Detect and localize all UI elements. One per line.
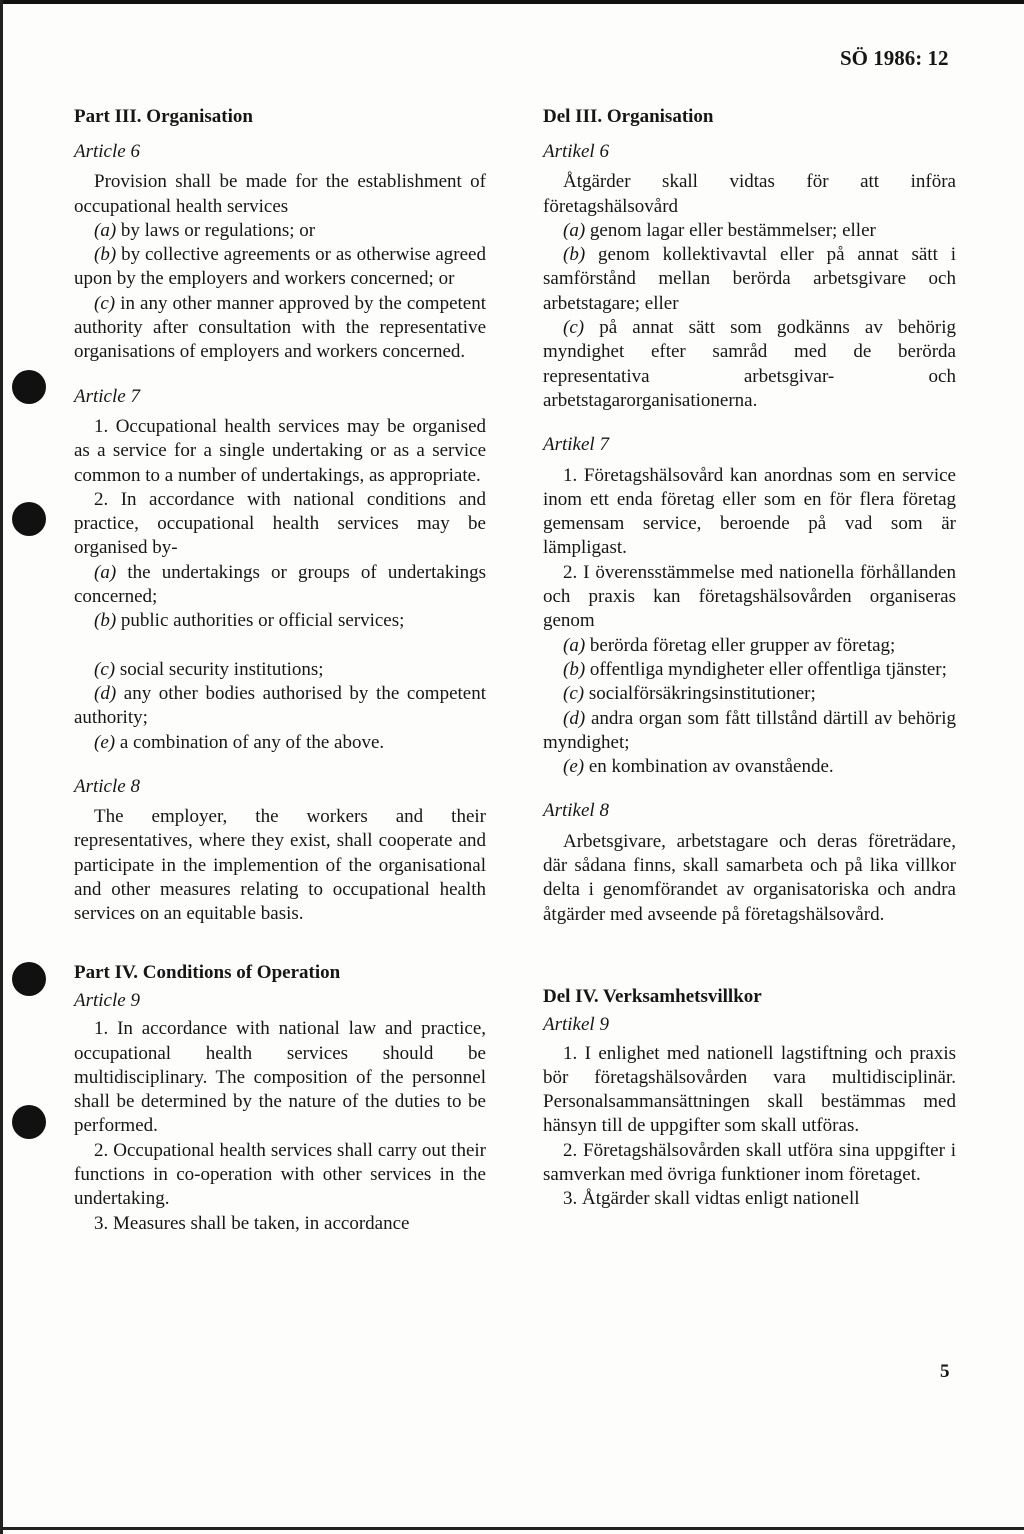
punch-hole <box>12 962 46 996</box>
paragraph: 2. Occupational health services shall carry out their functions in co-operation with other services in the undertaking. <box>74 1139 486 1210</box>
item-text: social security institutions; <box>119 658 324 680</box>
item-text: by laws or regulations; or <box>120 219 316 241</box>
list-item <box>543 316 956 413</box>
item-text: the undertakings or groups of undertakings concerned; <box>74 561 486 608</box>
list-item <box>74 658 486 682</box>
scan-edge-top <box>0 0 1024 4</box>
paragraph: Provision shall be made for the establishment of occupational health services <box>74 171 486 217</box>
article-heading: Article 9 <box>74 989 140 1011</box>
list-item <box>543 707 956 756</box>
item-text: any other bodies authorised by the competent authority; <box>74 682 486 729</box>
item-label: (e) <box>94 731 116 753</box>
list-item <box>543 682 956 706</box>
item-text: en kombination av ovanstående. <box>588 756 834 778</box>
paragraph: 1. Företagshälsovård kan anordnas som en service inom ett enda företag eller som en för flera företag gemensam service, beroende på vad som är lämpligast. <box>543 464 956 559</box>
paragraph: 1. I enlighet med nationell lagstiftning och praxis bör företagshälsovården vara multidisciplinär. Personalsammansättningen skall bestämmas med hänsyn till de uppgifter som skall utföras. <box>543 1042 956 1137</box>
english-column <box>74 105 486 1236</box>
item-label: (c) <box>94 292 116 314</box>
item-text: in any other manner approved by the competent authority after consultation with the representative organisations of employers and workers concerned. <box>74 292 487 363</box>
page-number: 5 <box>940 1361 950 1382</box>
part-heading: Part III. Organisation <box>74 106 253 127</box>
item-text: by collective agreements or as otherwise agreed upon by the employers and workers concerned; or <box>74 244 486 290</box>
part-heading: Del IV. Verksamhetsvillkor <box>543 985 762 1007</box>
paragraph: 2. I överensstämmelse med nationella förhållanden och praxis kan företagshälsovården organiseras genom <box>543 561 956 632</box>
scan-edge-bottom <box>0 1527 1024 1530</box>
list-item <box>74 609 486 633</box>
list-item <box>543 634 956 658</box>
article-heading: Artikel 6 <box>543 141 609 162</box>
list-item <box>74 682 486 731</box>
item-label: (a) <box>94 219 117 241</box>
list-item <box>74 243 486 292</box>
item-label: (a) <box>94 561 117 583</box>
paragraph: 1. In accordance with national law and practice, occupational health services should be multidisciplinary. The composition of the personnel shall be determined by the nature of the duties to be performed. <box>74 1018 486 1137</box>
article-heading: Artikel 9 <box>543 1014 609 1036</box>
item-label: (c) <box>563 317 585 339</box>
item-text: genom kollektivavtal eller på annat sätt i samförstånd mellan berörda arbetsgivare och arbetstagare; eller <box>543 244 957 314</box>
punch-hole <box>12 1105 46 1139</box>
article-heading: Artikel 7 <box>543 434 609 456</box>
item-text: socialförsäkringsinstitutioner; <box>588 683 816 705</box>
item-text: genom lagar eller bestämmelser; eller <box>589 219 876 241</box>
item-label: (b) <box>563 658 586 680</box>
scan-edge-left <box>0 0 3 1534</box>
punch-hole <box>12 370 46 404</box>
item-label: (a) <box>563 219 586 241</box>
paragraph: 2. Företagshälsovården skall utföra sina uppgifter i samverkan med övriga funktioner inom företaget. <box>543 1139 956 1185</box>
paragraph: 3. Åtgärder skall vidtas enligt nationell <box>563 1188 860 1210</box>
paragraph: 2. In accordance with national conditions and practice, occupational health services may be organised by- <box>74 488 486 559</box>
part-heading: Part IV. Conditions of Operation <box>74 961 341 983</box>
item-label: (b) <box>94 610 117 632</box>
item-text: public authorities or official services; <box>120 610 405 632</box>
item-label: (b) <box>94 244 117 266</box>
article-heading: Article 6 <box>74 141 140 162</box>
article-heading: Artikel 8 <box>543 800 609 822</box>
item-label: (d) <box>563 707 586 729</box>
list-item <box>543 658 956 682</box>
article-heading: Article 8 <box>74 775 140 797</box>
list-item <box>543 243 956 316</box>
paragraph: The employer, the workers and their representatives, where they exist, shall cooperate and participate in the implemention of the organisational and other measures relating to occupational health services on an equitable basis. <box>74 806 486 925</box>
paragraph: Arbetsgivare, arbetstagare och deras företrädare, där sådana finns, skall samarbeta och på lika villkor delta i genomförandet av organisatoriska och andra åtgärder med avseende på företagshälsovård. <box>543 830 956 925</box>
paragraph: 3. Measures shall be taken, in accordance <box>94 1212 410 1234</box>
punch-hole <box>12 502 46 536</box>
list-item <box>74 561 486 610</box>
item-text: på annat sätt som godkänns av behörig myndighet efter samråd med de berörda representativa arbetsgivar- och arbetstagarorganisationerna. <box>543 317 956 411</box>
list-item <box>74 731 486 755</box>
item-text: andra organ som fått tillstånd därtill av behörig myndighet; <box>543 707 957 753</box>
document-reference: SÖ 1986: 12 <box>840 46 949 70</box>
item-label: (c) <box>563 683 585 705</box>
item-label: (d) <box>94 682 117 704</box>
list-item <box>74 292 486 365</box>
paragraph: 1. Occupational health services may be organised as a service for a single undertaking or as a service common to a number of undertakings, as appropriate. <box>74 415 486 486</box>
item-label: (a) <box>563 634 586 656</box>
list-item <box>543 219 956 243</box>
item-label: (e) <box>563 756 585 778</box>
list-item <box>74 219 486 243</box>
part-heading: Del III. Organisation <box>543 106 714 127</box>
item-label: (c) <box>94 658 116 680</box>
article-heading: Article 7 <box>74 385 140 407</box>
item-text: berörda företag eller grupper av företag; <box>589 634 896 656</box>
item-text: a combination of any of the above. <box>119 731 385 753</box>
item-text: offentliga myndigheter eller offentliga tjänster; <box>589 658 947 680</box>
list-item <box>543 755 956 779</box>
paragraph: Åtgärder skall vidtas för att införa företagshälsovård <box>543 171 956 217</box>
item-label: (b) <box>563 244 586 266</box>
swedish-column <box>543 105 956 1212</box>
